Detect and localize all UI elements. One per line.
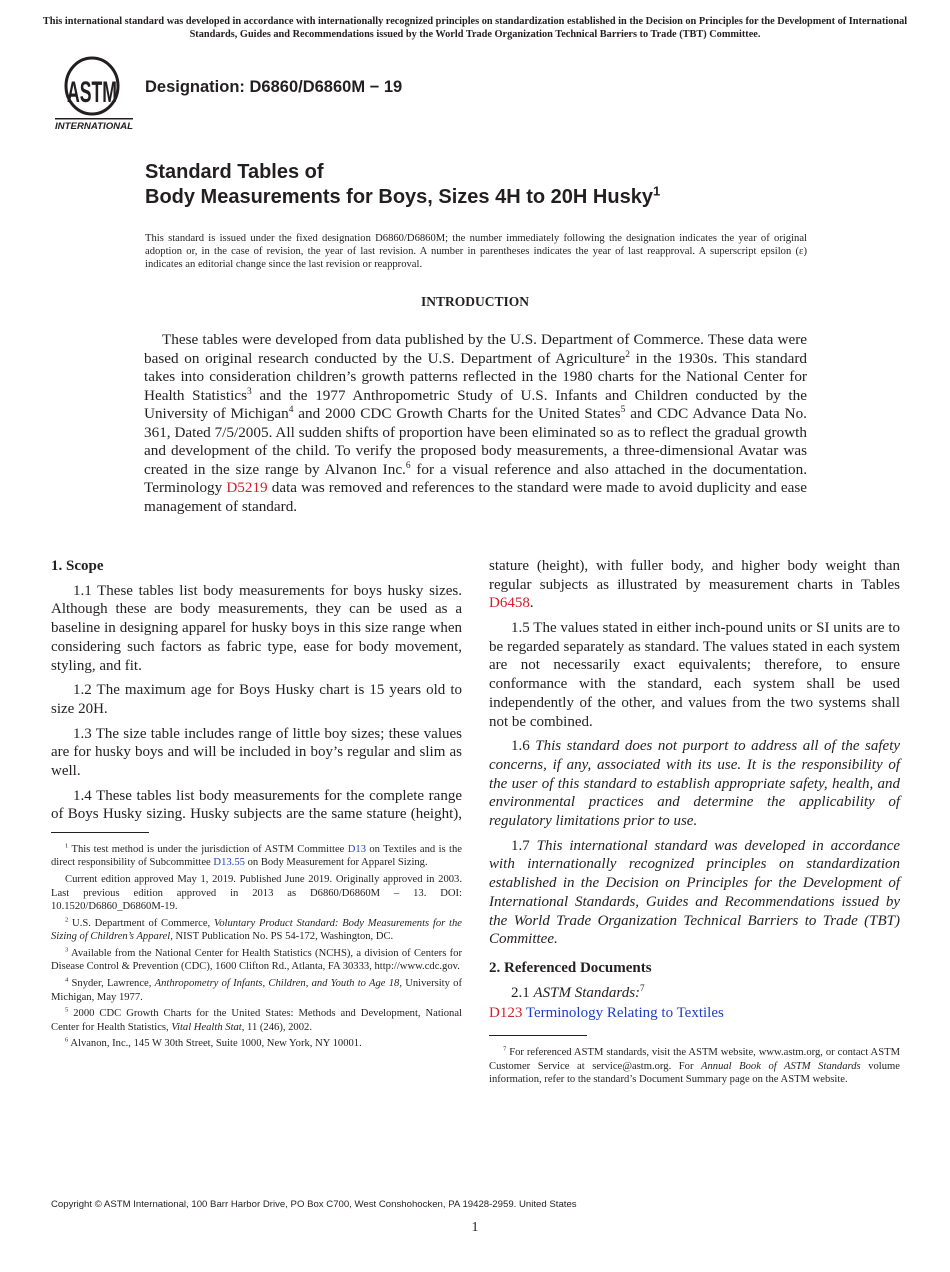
- paragraph-1-1: 1.1 These tables list body measurements for boys husky sizes. Although these are body measurements, they can be used as a baseline in designing apparel for husky boys in this size range when considering such factors as fabric type, ease for body movement, styling, and fit.: [51, 582, 462, 674]
- footnote-4: $^4$ Snyder, Lawrence, Anthropometry of Infants, Children, and Youth to Age 18, University of Michigan, May 1977.: [51, 976, 462, 1003]
- title-line-1: Standard Tables of: [145, 161, 324, 183]
- section-heading-scope: 1. Scope: [51, 558, 104, 574]
- paragraph-2-1: 2.1 ASTM Standards:$^7$: [511, 983, 645, 1001]
- paragraph-1-4: 1.4 These tables list body measurements for the complete range of Boys Husky sizing. Husky subjects are the same stature (height),: [51, 787, 462, 823]
- footnote-6: $^6$ Alvanon, Inc., 145 W 30th Street, Suite 1000, New York, NY 10001.: [65, 1036, 362, 1050]
- footnote-1: $^1$ This test method is under the jurisdiction of ASTM Committee D13 on Textiles and is the direct responsibility of Subcommittee D13.55 on Body Measurement for Apparel Sizing.: [51, 842, 462, 869]
- footnote-2: $^2$ U.S. Department of Commerce, Voluntary Product Standard: Body Measurements for the Sizing of Children’s Apparel, NIST Publication No. PS 54-172, Washington, DC.: [51, 916, 463, 943]
- paragraph-1-7: 1.7 This international standard was developed in accordance with internationally recognized principles on standardization established in the Decision on Principles for the Development of International Standards, Guides and Recommendations issued by the World Trade Organization Technical Barriers to Trade (TBT) Committee.: [489, 837, 901, 948]
- footnote-3: $^3$ Available from the National Center for Health Statistics (NCHS), a division of Centers for Disease Control & Prevention (CDC), 1600 Clifton Rd., Atlanta, FA 30333, http://www.cdc.gov.: [51, 946, 462, 973]
- footnote-ref: 1: [652, 183, 661, 199]
- link-d5219[interactable]: D5219: [226, 479, 268, 496]
- page-number: 1: [471, 1220, 479, 1235]
- paragraph-1-6: 1.6 This standard does not purport to address all of the safety concerns, if any, associated with its use. It is the responsibility of the user of this standard to establish appropriate safety, health, and environmental practices and determine the applicability of regulatory limitations prior to use.: [489, 738, 901, 830]
- right-column: [489, 557, 900, 1090]
- paragraph-1-5: 1.5 The values stated in either inch-pound units or SI units are to be regarded separately as standard. The values stated in each system are not necessarily exact equivalents; therefore, to ensure conformance with the standard, each system shall be used independently of the other, and values from the two systems shall not be combined.: [489, 620, 900, 730]
- paragraph-1-3: 1.3 The size table includes range of little boy sizes; these values are for husky boys and will be included in boy’s regular and slim as well.: [51, 725, 462, 780]
- designation: Designation: D6860/D6860M − 19: [145, 78, 403, 96]
- footnotes: [51, 843, 462, 1051]
- link-d6458[interactable]: D6458: [489, 595, 530, 612]
- paragraph-1-2: 1.2 The maximum age for Boys Husky chart is 15 years old to size 20H.: [51, 682, 462, 717]
- link-d13-55[interactable]: D13.55: [213, 857, 245, 869]
- tbt-notice: This international standard was developed in accordance with internationally recognized principles on standardization established in the Decision on Principles for the Development of International Standards, Guides and Recommendations issued by the World Trade Organization Technical Barriers to Trade (TBT) Committee.: [42, 16, 908, 40]
- copyright: Copyright © ASTM International, 100 Barr Harbor Drive, PO Box C700, West Conshohocken, PA 19428-2959. United States: [51, 1199, 577, 1210]
- footnote-divider: [489, 1035, 587, 1036]
- footnote-divider: [51, 832, 149, 833]
- link-d123-title[interactable]: Terminology Relating to Textiles: [525, 1005, 724, 1022]
- left-column: [51, 557, 462, 1054]
- svg-text:ASTM: ASTM: [67, 76, 117, 109]
- astm-logo: [55, 56, 135, 132]
- reference-d123[interactable]: [489, 1004, 900, 1023]
- paragraph-1-4-cont: stature (height), with fuller body, and higher body weight than regular subjects as illustrated by measurement charts in Tables D6458.: [489, 558, 900, 612]
- title-line-2: Body Measurements for Boys, Sizes 4H to 20H Husky: [145, 186, 653, 208]
- designation-note: This standard is issued under the fixed designation D6860/D6860M; the number immediately following the designation indicates the year of original adoption or, in the case of revision, the year of last revision. A number in parentheses indicates the year of last reapproval. A superscript epsilon (ε) indicates an editorial change since the last revision or reapproval.: [145, 233, 807, 271]
- footnote-5: $^5$ 2000 CDC Growth Charts for the United States: Methods and Development, National Center for Health Statistics, Vital Health Stat, 11 (246), 2002.: [51, 1006, 462, 1033]
- page-title: [145, 160, 660, 210]
- edition-note: Current edition approved May 1, 2019. Published June 2019. Originally approved in 2003. Last previous edition approved in 2013 as D6860/D6860M – 13. DOI: 10.1520/D6860_D6860M-19.: [51, 873, 462, 913]
- link-d123[interactable]: D123: [489, 1005, 523, 1022]
- intro-paragraph: These tables were developed from data published by the U.S. Department of Commerce. These data were based on original research conducted by the U.S. Department of Agriculture$^2$ in the 1930s. This standard takes into consideration children’s growth patterns reflected in the 1980 charts for the National Center for Health Statistics$^3$ and the 1977 Anthropometric Study of U.S. Infants and Children conducted by the University of Michigan$^4$ and 2000 CDC Growth Charts for the United States$^5$ and CDC Advance Data No. 361, Dated 7/5/2005. All sudden shifts of proportion have been eliminated so as to reflect the gradual growth and development of the child. To verify the proposed body measurements, a three-dimensional Avatar was created in the size range by Alvanon Inc.$^6$ for a visual reference and also attached in the documentation. Terminology D5219 data was removed and references to the standard were made to avoid duplicity and ease management of standard.: [144, 331, 807, 515]
- link-d13[interactable]: D13: [347, 843, 366, 855]
- section-heading-referenced-documents: 2. Referenced Documents: [489, 959, 652, 976]
- svg-text:INTERNATIONAL: INTERNATIONAL: [55, 121, 134, 132]
- footnote-7: $^7$ For referenced ASTM standards, visit the ASTM website, www.astm.org, or contact ASTM Customer Service at service@astm.org. For Annual Book of ASTM Standards volume information, refer to the standard’s Document Summary page on the ASTM website.: [489, 1045, 900, 1086]
- intro-heading: INTRODUCTION: [420, 294, 529, 309]
